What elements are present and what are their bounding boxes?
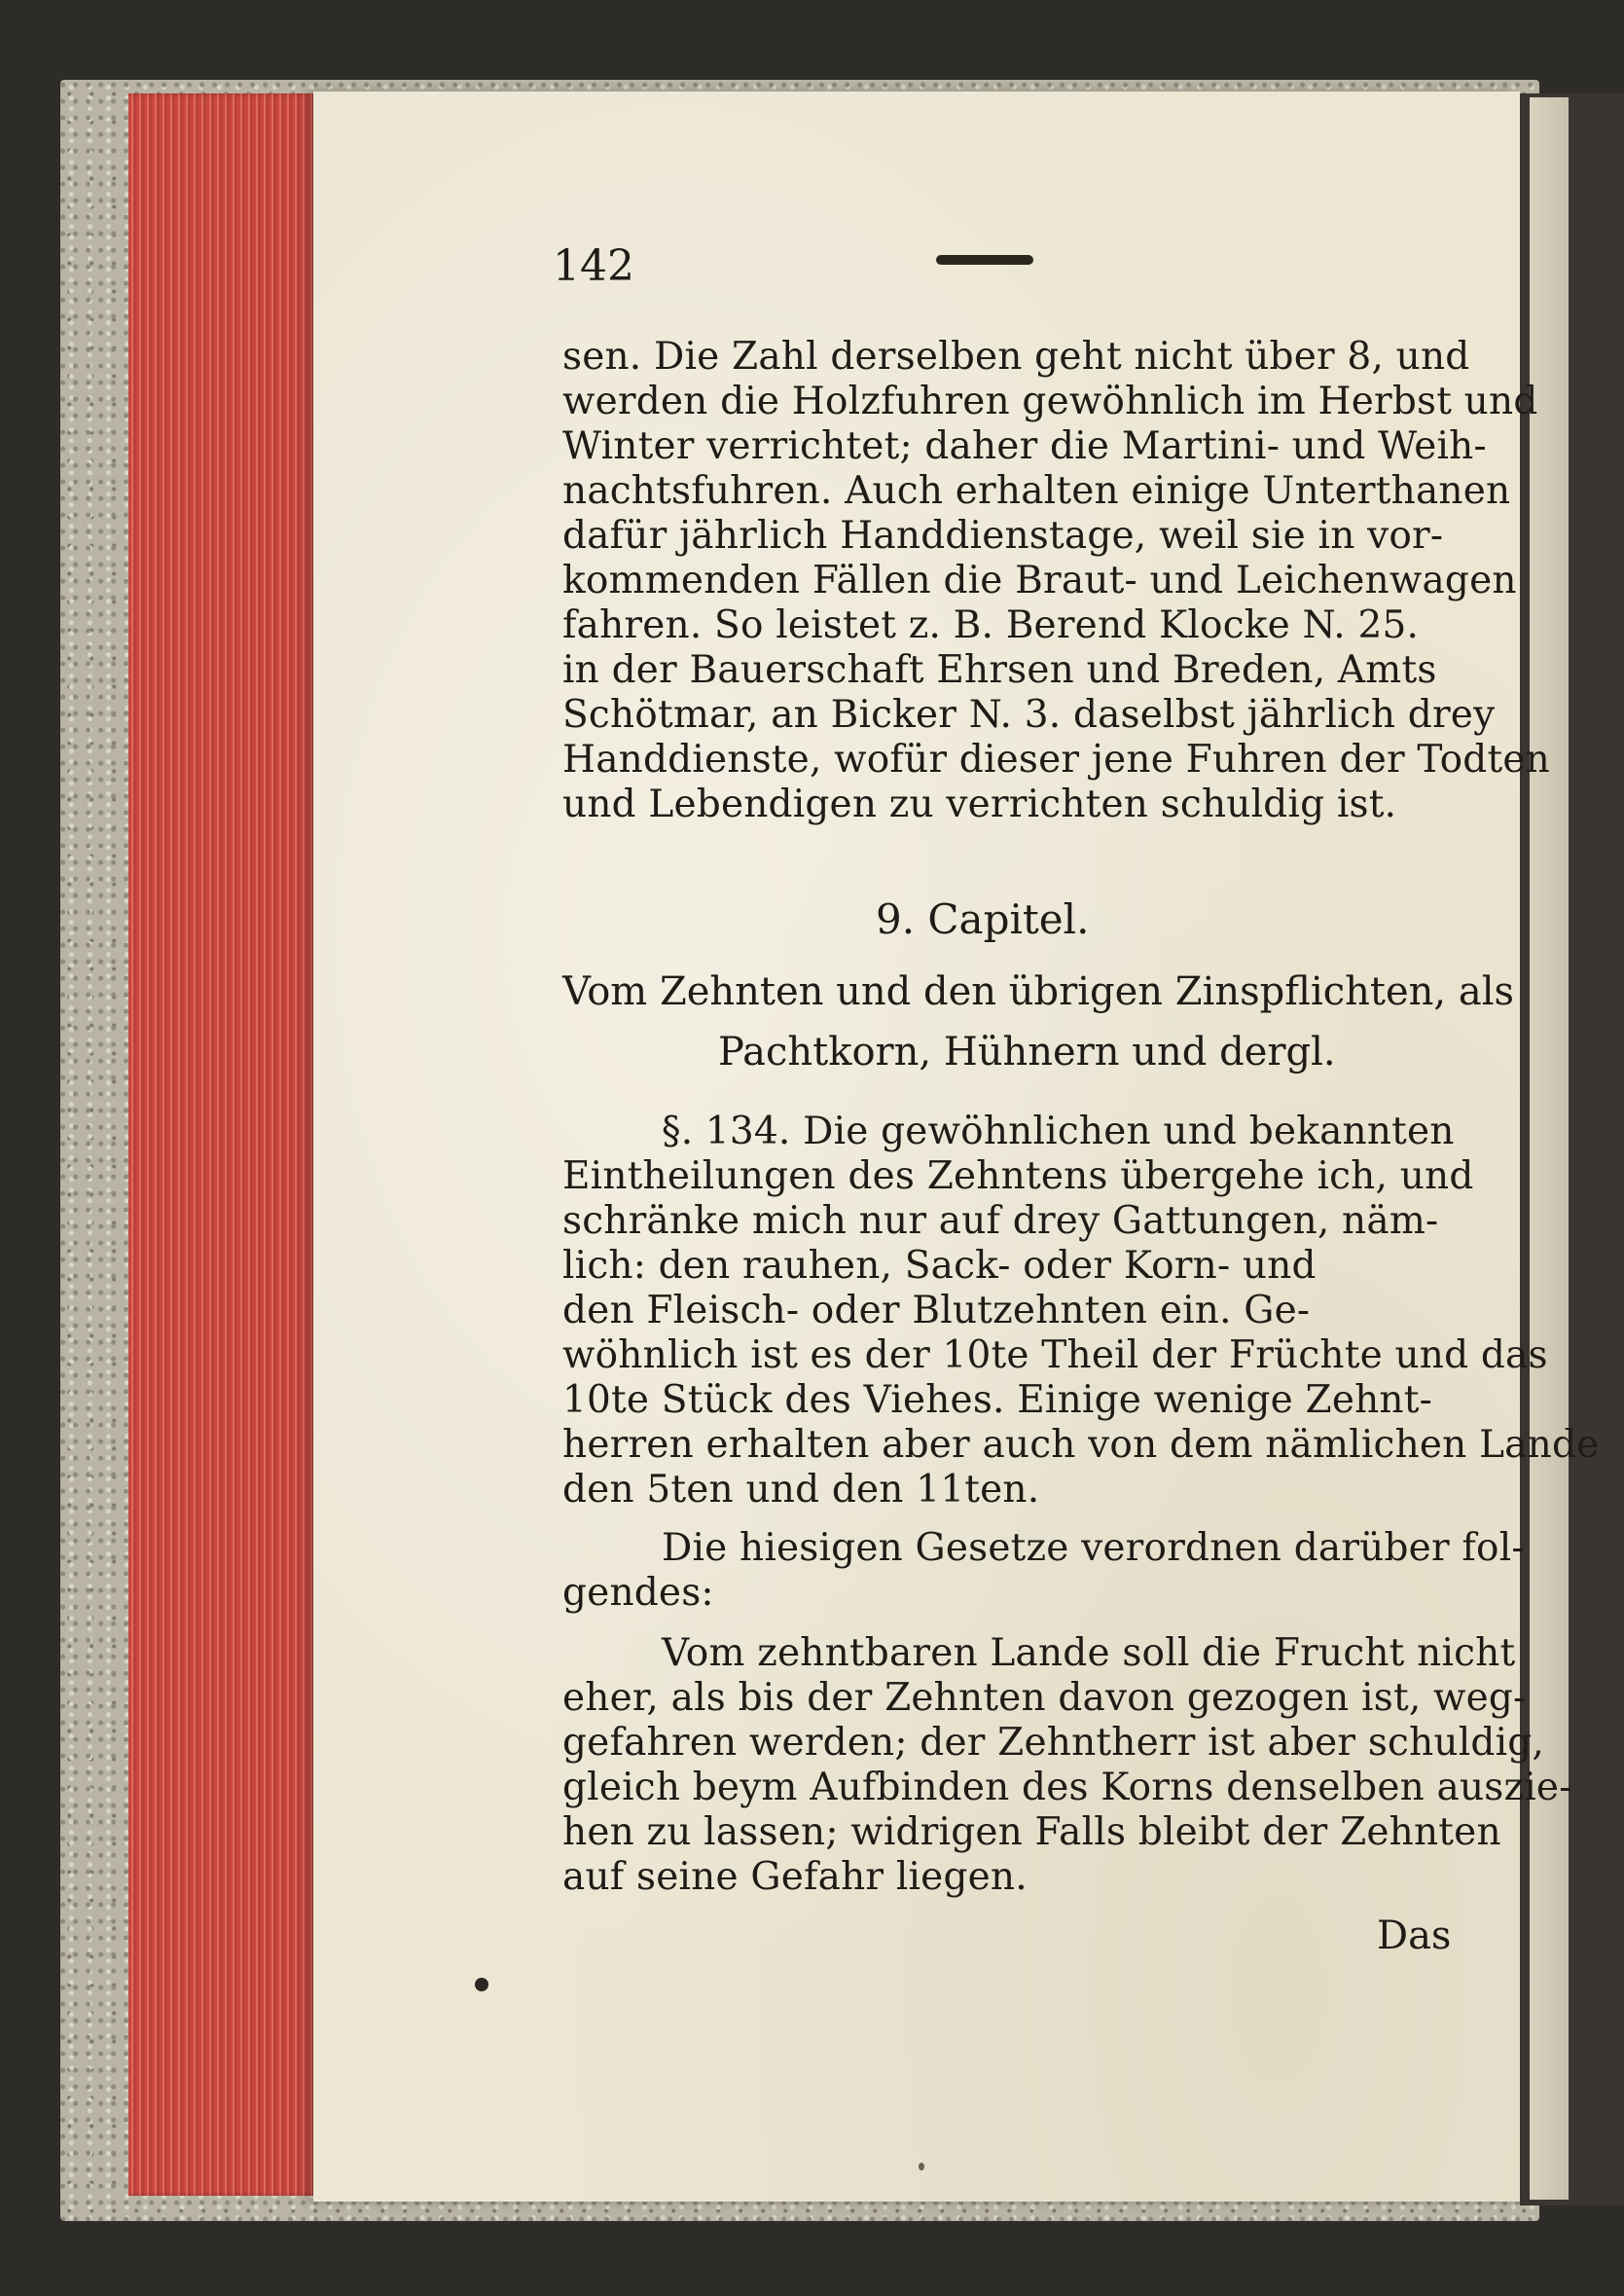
- text-line: und Lebendigen zu verrichten schuldig ist.: [562, 783, 1397, 826]
- text-line: lich: den rauhen, Sack- oder Korn- und: [562, 1244, 1317, 1288]
- text-line: dafür jährlich Handdienstage, weil sie in vor-: [562, 514, 1444, 558]
- ink-spot: [475, 1978, 488, 1991]
- text-line: gleich beym Aufbinden des Korns denselben auszie-: [562, 1766, 1572, 1809]
- chapter-title: 9. Capitel.: [876, 895, 1090, 943]
- text-line: hen zu lassen; widrigen Falls bleibt der Zehnten: [562, 1810, 1501, 1854]
- text-line: den 5ten und den 11ten.: [562, 1468, 1040, 1512]
- text-line: Vom zehntbaren Lande soll die Frucht nicht: [662, 1631, 1516, 1675]
- text-line: sen. Die Zahl derselben geht nicht über 8, und: [562, 335, 1470, 379]
- text-line: in der Bauerschaft Ehrsen und Breden, Amts: [562, 648, 1437, 692]
- text-line: gendes:: [562, 1571, 714, 1615]
- page-number: 142: [553, 241, 634, 291]
- text-line: eher, als bis der Zehnten davon gezogen ist, weg-: [562, 1676, 1527, 1720]
- text-line: gefahren werden; der Zehntherr ist aber schuldig,: [562, 1721, 1545, 1765]
- text-line: Eintheilungen des Zehntens übergehe ich, und: [562, 1154, 1474, 1198]
- chapter-subtitle: Vom Zehnten und den übrigen Zinspflichten, als: [562, 969, 1515, 1014]
- page-block-red-edge: [128, 93, 319, 2196]
- text-line: 10te Stück des Viehes. Einige wenige Zehnt-: [562, 1378, 1432, 1422]
- text-line: herren erhalten aber auch von dem nämlichen Lande: [562, 1423, 1600, 1467]
- text-line: Die hiesigen Gesetze verordnen darüber fol-: [662, 1526, 1525, 1570]
- text-line: wöhnlich ist es der 10te Theil der Früchte und das: [562, 1333, 1548, 1377]
- catchword: Das: [1377, 1913, 1452, 1958]
- text-line: nachtsfuhren. Auch erhalten einige Unterthanen: [562, 469, 1511, 513]
- text-line: schränke mich nur auf drey Gattungen, näm-: [562, 1199, 1439, 1243]
- chapter-subtitle: Pachtkorn, Hühnern und dergl.: [718, 1030, 1336, 1075]
- text-line: auf seine Gefahr liegen.: [562, 1855, 1028, 1899]
- text-line: Winter verrichtet; daher die Martini- und Weih-: [562, 424, 1487, 468]
- text-line: fahren. So leistet z. B. Berend Klocke N. 25.: [562, 603, 1420, 647]
- text-line: §. 134. Die gewöhnlichen und bekannten: [662, 1110, 1455, 1153]
- text-line: werden die Holzfuhren gewöhnlich im Herbst und: [562, 380, 1538, 423]
- text-line: kommenden Fällen die Braut- und Leichenwagen: [562, 559, 1517, 602]
- text-line: Handdienste, wofür dieser jene Fuhren der Todten: [562, 738, 1550, 782]
- ink-spot: [919, 2163, 924, 2170]
- text-line: den Fleisch- oder Blutzehnten ein. Ge-: [562, 1289, 1311, 1332]
- text-line: Schötmar, an Bicker N. 3. daselbst jährlich drey: [562, 693, 1496, 737]
- header-ornament: [936, 255, 1033, 265]
